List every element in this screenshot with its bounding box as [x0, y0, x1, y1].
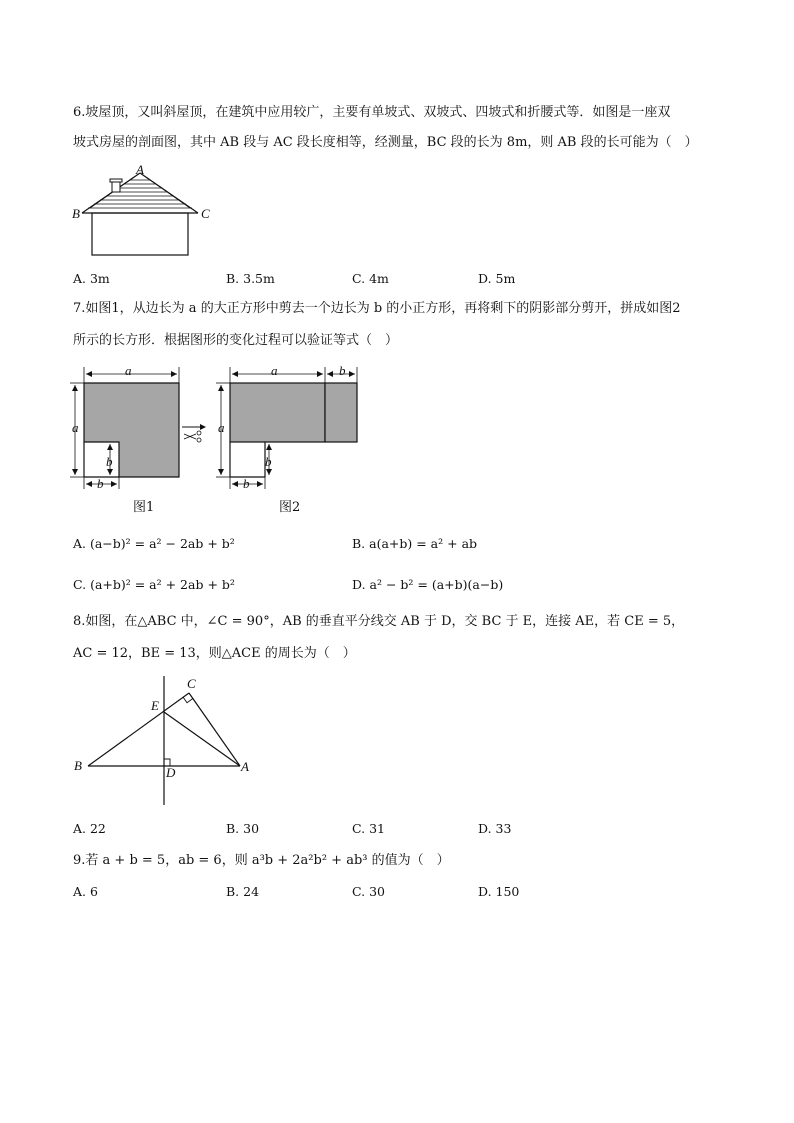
q6-label-a: A: [136, 162, 144, 177]
q7-option-d[interactable]: D. a² − b² = (a+b)(a−b): [352, 577, 504, 592]
q9-option-b[interactable]: B. 24: [226, 884, 260, 899]
q8-triangle-figure: [80, 675, 260, 810]
q8-option-a[interactable]: A. 22: [73, 821, 106, 836]
q7-fig2-label-b-bottom: b: [243, 476, 250, 491]
q7-fig2-label-a-left: a: [218, 420, 225, 435]
q7-fig2-label-b-top: b: [339, 363, 346, 378]
q8-label-b: B: [74, 758, 82, 773]
q7-fig1-label-a-top: a: [125, 363, 132, 378]
q7-option-a[interactable]: A. (a−b)² = a² − 2ab + b²: [73, 536, 235, 551]
q7-text-line2: 所示的长方形．根据图形的变化过程可以验证等式（ ）: [73, 333, 399, 348]
q6-option-d[interactable]: D. 5m: [478, 271, 516, 286]
q8-text-line2: AC = 12，BE = 13，则△ACE 的周长为（ ）: [73, 646, 356, 661]
q7-text-line1: 7.如图1，从边长为 a 的大正方形中剪去一个边长为 b 的小正方形，再将剩下的阴影部分剪开，拼成如图2: [73, 301, 681, 316]
q7-fig1-label-b-inner: b: [106, 454, 113, 469]
q6-text-line2: 坡式房屋的剖面图，其中 AB 段与 AC 段长度相等，经测量，BC 段的长为 8m，则 AB 段的长可能为（ ）: [73, 135, 698, 150]
q7-option-b[interactable]: B. a(a+b) = a² + ab: [352, 536, 478, 551]
q9-text-line1: 9.若 a + b = 5，ab = 6，则 a³b + 2a²b² + ab³ 的值为（ ）: [73, 853, 450, 868]
q9-option-a[interactable]: A. 6: [73, 884, 98, 899]
q6-text-line1: 6.坡屋顶，又叫斜屋顶，在建筑中应用较广，主要有单坡式、双坡式、四坡式和折腰式等．如图是一座双: [73, 105, 671, 120]
q8-label-c: C: [187, 676, 196, 691]
q8-label-d: D: [166, 765, 176, 780]
q8-option-b[interactable]: B. 30: [226, 821, 260, 836]
q7-fig2-label-a-top: a: [271, 363, 278, 378]
q8-label-a: A: [241, 759, 249, 774]
q6-label-c: C: [201, 206, 210, 221]
q8-text-line1: 8.如图，在△ABC 中，∠C = 90°，AB 的垂直平分线交 AB 于 D，交 BC 于 E，连接 AE，若 CE = 5，: [73, 614, 685, 629]
q6-label-b: B: [72, 206, 80, 221]
q7-option-c[interactable]: C. (a+b)² = a² + 2ab + b²: [73, 577, 235, 592]
q7-figure-2: [214, 365, 364, 490]
q7-fig1-label-a-left: a: [72, 420, 79, 435]
q7-fig1-label-b-bottom: b: [97, 476, 104, 491]
q6-roof-figure: [70, 165, 220, 260]
q9-option-d[interactable]: D. 150: [478, 884, 520, 899]
q8-label-e: E: [151, 698, 159, 713]
q6-option-b[interactable]: B. 3.5m: [226, 271, 275, 286]
q8-option-d[interactable]: D. 33: [478, 821, 512, 836]
q6-option-a[interactable]: A. 3m: [73, 271, 110, 286]
cut-arrow-icon: [182, 418, 208, 440]
q7-fig1-caption: 图1: [133, 500, 155, 515]
q7-fig2-label-b-inner: b: [265, 454, 272, 469]
q9-option-c[interactable]: C. 30: [352, 884, 385, 899]
q8-option-c[interactable]: C. 31: [352, 821, 385, 836]
q6-option-c[interactable]: C. 4m: [352, 271, 389, 286]
q7-fig2-caption: 图2: [279, 500, 301, 515]
